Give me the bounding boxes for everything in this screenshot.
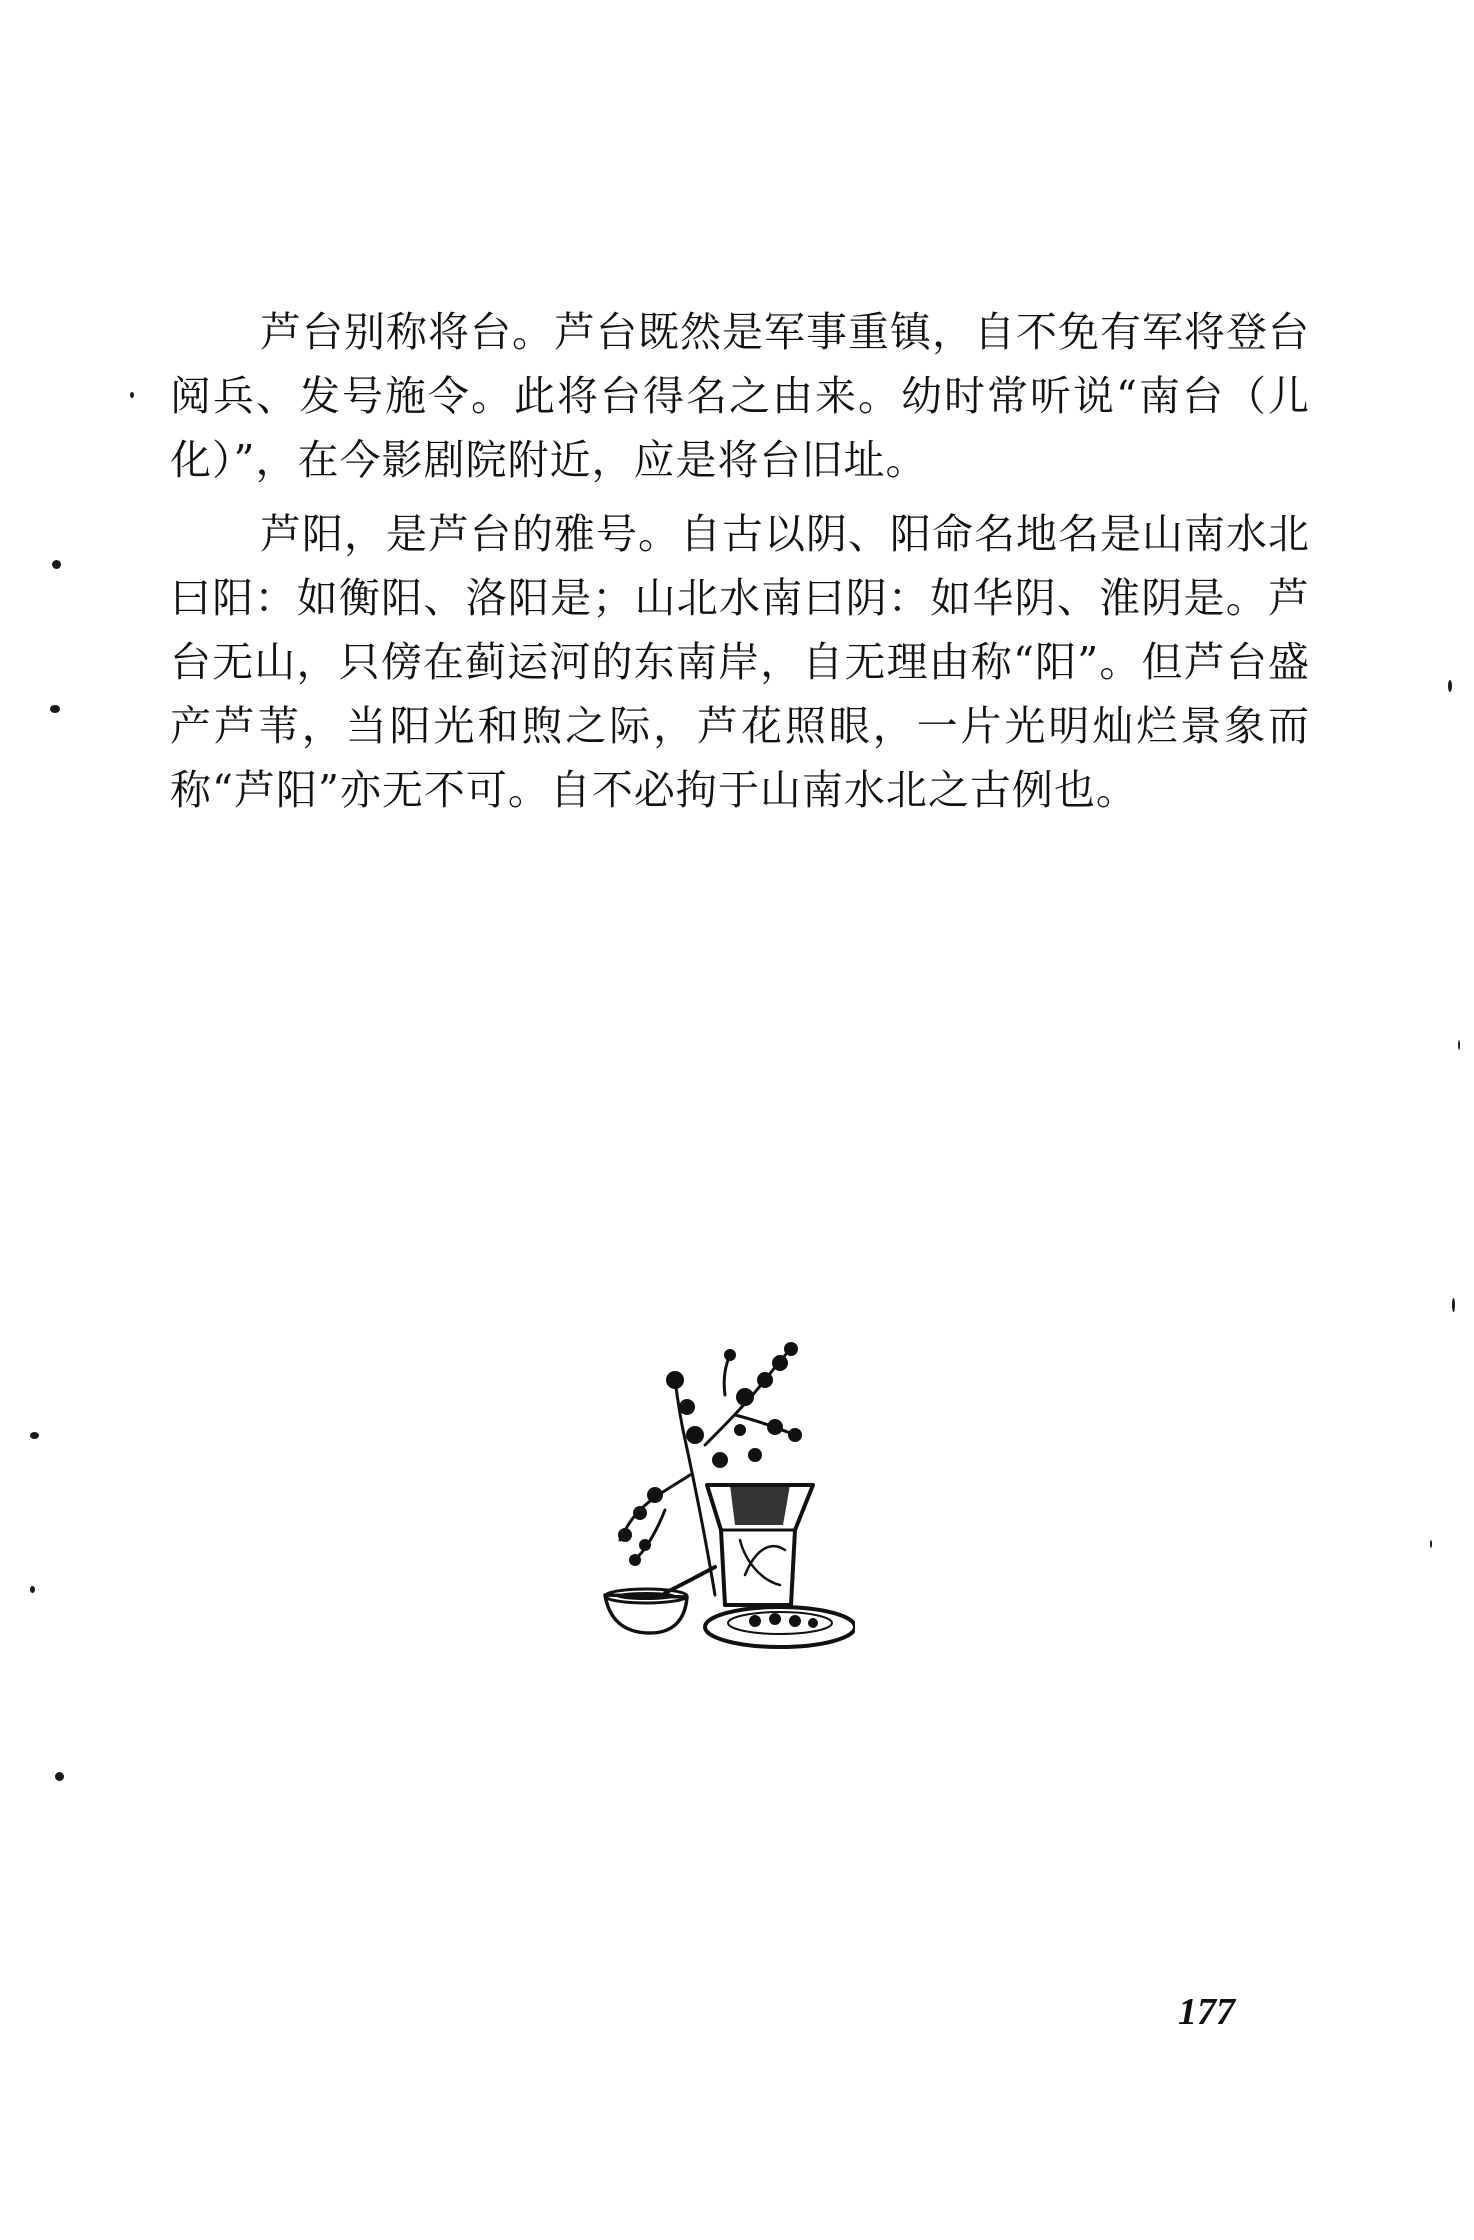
scan-speck	[1458, 1040, 1460, 1050]
paragraph-1: 芦台别称将台。芦台既然是军事重镇，自不免有军将登台阅兵、发号施令。此将台得名之由来。幼时常听说“南台（儿化）”，在今影剧院附近，应是将台旧址。	[170, 308, 1310, 484]
scan-speck	[52, 560, 61, 569]
page-number: 177	[1178, 1991, 1235, 2033]
scan-speck	[55, 1772, 64, 1781]
scan-speck	[30, 1432, 39, 1439]
body-text	[170, 300, 1310, 822]
paragraph-2: 芦阳，是芦台的雅号。自古以阴、阳命名地名是山南水北曰阳：如衡阳、洛阳是；山北水南曰阴：如华阴、淮阴是。芦台无山，只傍在蓟运河的东南岸，自无理由称“阳”。但芦台盛产芦苇，当阳光和煦之际，芦花照眼，一片光明灿烂景象而称“芦阳”亦无不可。自不必拘于山南水北之古例也。	[170, 510, 1310, 814]
scan-speck	[50, 705, 60, 713]
scan-speck	[1448, 680, 1452, 692]
plum-blossom-vase-icon	[595, 1335, 855, 1665]
scan-speck	[1430, 1540, 1432, 1548]
scan-speck	[1452, 1298, 1455, 1312]
scan-speck	[130, 392, 134, 398]
scan-speck	[30, 1586, 35, 1593]
